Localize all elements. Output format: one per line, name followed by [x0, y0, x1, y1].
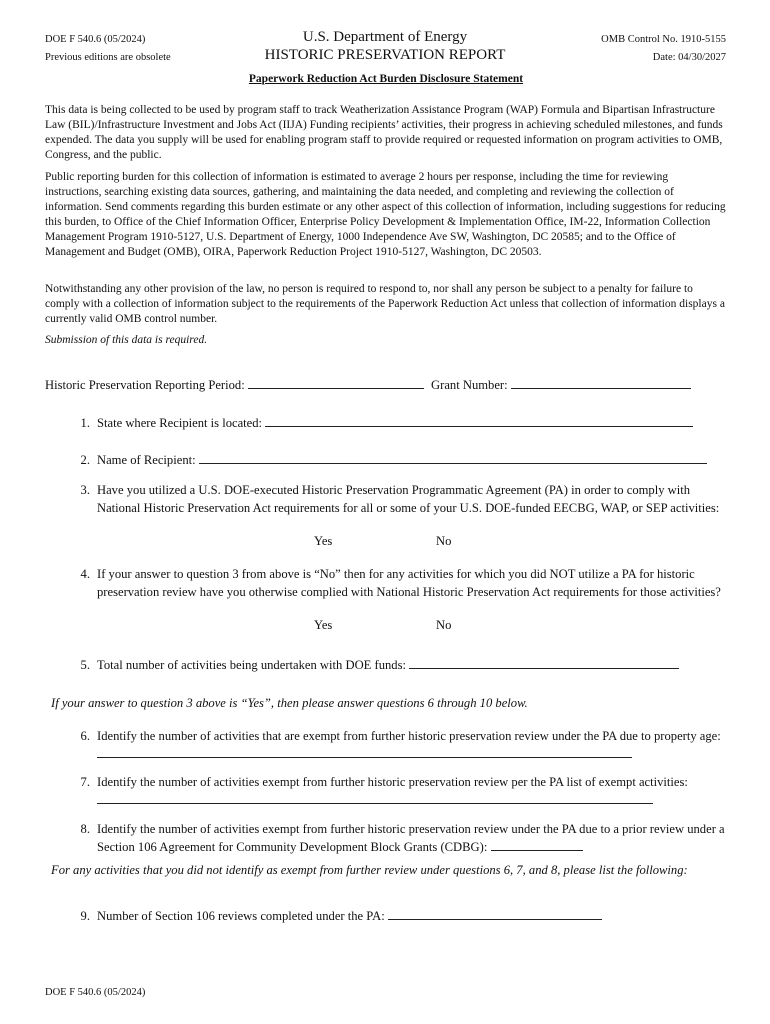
- question-8-number: 8.: [80, 822, 90, 836]
- question-5: [97, 656, 727, 674]
- question-2-text: Name of Recipient:: [97, 453, 196, 467]
- question-8: [97, 820, 727, 856]
- property-age-field[interactable]: [97, 745, 632, 758]
- question-2: [97, 451, 727, 469]
- section-106-reviews-field[interactable]: [388, 907, 602, 920]
- question-7-text: Identify the number of activities exempt from further historic preservation review per the PA list of exempt activities:: [97, 775, 688, 789]
- question-3-yes-option[interactable]: Yes: [314, 534, 333, 548]
- question-2-number: 2.: [80, 453, 90, 467]
- question-5-text: Total number of activities being undertaken with DOE funds:: [97, 658, 406, 672]
- question-4-yes-option[interactable]: Yes: [314, 618, 333, 632]
- burden-title: Paperwork Reduction Act Burden Disclosure Statement: [248, 73, 524, 85]
- question-6: [97, 727, 727, 763]
- state-field[interactable]: [265, 414, 693, 427]
- question-8-text: Identify the number of activities exempt from further historic preservation review under the PA due to a prior review under a Section 106 Agreement for Community Development Block Grants (CDBG):: [97, 822, 725, 854]
- question-3-no-option[interactable]: No: [436, 534, 452, 548]
- question-7-number: 7.: [80, 775, 90, 789]
- question-9-number: 9.: [80, 909, 90, 923]
- exempt-list-field[interactable]: [97, 791, 653, 804]
- obsolete-note: Previous editions are obsolete: [45, 52, 171, 63]
- question-9-text: Number of Section 106 reviews completed under the PA:: [97, 909, 385, 923]
- question-1-number: 1.: [80, 416, 90, 430]
- question-4-number: 4.: [80, 567, 90, 581]
- cdbg-review-field[interactable]: [491, 838, 583, 851]
- form-id: DOE F 540.6 (05/2024): [45, 34, 146, 45]
- agency-name: U.S. Department of Energy: [302, 29, 468, 45]
- total-activities-field[interactable]: [409, 656, 679, 669]
- expiration-date: Date: 04/30/2027: [652, 52, 726, 63]
- burden-paragraph-3: Notwithstanding any other provision of the law, no person is required to respond to, nor shall any person be subject to a penalty for failure to comply with a collection of information subject to the requirements of the Paperwork Reduction Act unless that collection of information displays a currently valid OMB control number.: [45, 283, 725, 325]
- reporting-period-field[interactable]: [248, 376, 424, 389]
- question-6-text: Identify the number of activities that are exempt from further historic preservation review under the PA due to property age:: [97, 729, 721, 743]
- question-4-no-option[interactable]: No: [436, 618, 452, 632]
- instruction-questions-6-10: If your answer to question 3 above is “Yes”, then please answer questions 6 through 10 below.: [51, 696, 528, 710]
- question-3-number: 3.: [80, 483, 90, 497]
- question-6-number: 6.: [80, 729, 90, 743]
- question-5-number: 5.: [80, 658, 90, 672]
- question-7: [97, 773, 727, 809]
- burden-paragraph-2: Public reporting burden for this collection of information is estimated to average 2 hours per response, including the time for reviewing instructions, searching existing data sources, gathering, and maintaining the data needed, and completing and reviewing the collection of information. Send comments regarding this burden estimate or any other aspect of this collection of information, including suggestions for reducing this burden, to Office of the Chief Information Officer, Enterprise Policy Development & Implementation Office, IM-22, Information Collection Management Program 1910-5127, U.S. Department of Energy, 1000 Independence Ave SW, Washington, DC 20585; and to the Office of Management and Budget (OMB), OIRA, Paperwork Reduction Project 1910-5127, Washington, DC 20503.: [45, 171, 726, 258]
- instruction-list-following: For any activities that you did not identify as exempt from further review under questions 6, 7, and 8, please list the following:: [51, 863, 688, 877]
- reporting-period-label: Historic Preservation Reporting Period:: [45, 378, 245, 392]
- question-1-text: State where Recipient is located:: [97, 416, 263, 430]
- question-1: [97, 414, 727, 432]
- submission-required-note: Submission of this data is required.: [45, 334, 208, 346]
- question-4-text: If your answer to question 3 from above is “No” then for any activities for which you did NOT utilize a PA for historic preservation review have you otherwise complied with National Historic Preservation Act requirements for those activities?: [97, 567, 721, 599]
- burden-paragraph-1: This data is being collected to be used by program staff to track Weatherization Assistance Program (WAP) Formula and Bipartisan Infrastructure Law (BIL)/Infrastructure Investment and Jobs Act (IIJA) Funding recipients’ activities, their progress in achieving scheduled milestones, and funds expended. The data you supply will be used for enabling program staff to provide required or requested information on program activities to OMB, Congress, and the public.: [45, 104, 723, 161]
- report-title: HISTORIC PRESERVATION REPORT: [264, 47, 506, 63]
- footer-form-id: DOE F 540.6 (05/2024): [45, 987, 146, 998]
- recipient-name-field[interactable]: [199, 451, 707, 464]
- grant-number-field[interactable]: [511, 376, 691, 389]
- omb-control-number: OMB Control No. 1910-5155: [601, 34, 726, 45]
- question-9: [97, 907, 727, 925]
- grant-number-label: Grant Number:: [431, 378, 508, 392]
- question-3-text: Have you utilized a U.S. DOE-executed Historic Preservation Programmatic Agreement (PA) in order to comply with National Historic Preservation Act requirements for all or some of your U.S. DOE-funded EECBG, WAP, or SEP activities:: [97, 483, 720, 515]
- reporting-period-row: [45, 376, 691, 394]
